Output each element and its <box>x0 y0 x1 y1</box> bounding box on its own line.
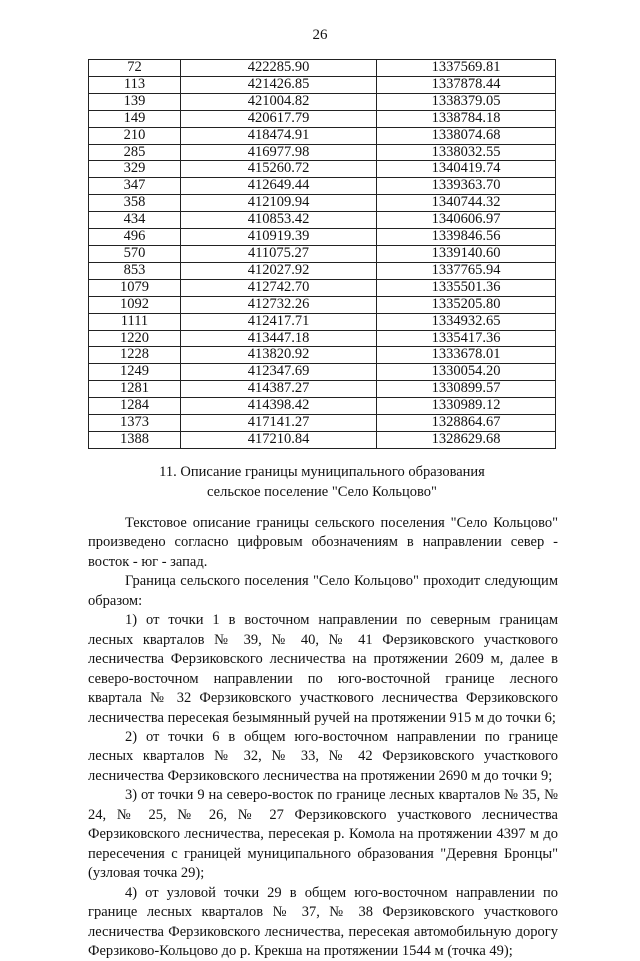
table-row <box>89 212 556 229</box>
heading-line-1: 11. Описание границы муниципального образования <box>159 464 485 480</box>
coordinates-table <box>88 59 556 449</box>
y-coordinate-cell: 1333678.01 <box>377 347 556 364</box>
point-number-cell: 496 <box>89 229 181 246</box>
table-row <box>89 313 556 330</box>
y-coordinate-cell: 1335205.80 <box>377 296 556 313</box>
heading-line-2: сельское поселение "Село Кольцово" <box>207 484 437 500</box>
point-number-cell: 1388 <box>89 431 181 448</box>
point-number-cell: 1249 <box>89 364 181 381</box>
y-coordinate-cell: 1330054.20 <box>377 364 556 381</box>
point-number-cell: 1228 <box>89 347 181 364</box>
point-number-cell: 1092 <box>89 296 181 313</box>
point-number-cell: 1373 <box>89 415 181 432</box>
point-number-cell: 1111 <box>89 313 181 330</box>
point-number-cell: 434 <box>89 212 181 229</box>
table-row <box>89 415 556 432</box>
x-coordinate-cell: 415260.72 <box>181 161 377 178</box>
table-row <box>89 245 556 262</box>
y-coordinate-cell: 1339363.70 <box>377 178 556 195</box>
paragraph: 1) от точки 1 в восточном направлении по северным границам лесных кварталов № 39, № 40, № 41 Ферзиковского участкового лесничества Ферзиковского лесничества на протяжении 2609 м, далее в северо-восточном направлении по юго-восточной границе лесного квартала № 32 Ферзиковского участкового лесничества Ферзиковского лесничества пересекая безымянный ручей на протяжении 915 м до точки 6; <box>88 612 558 726</box>
table-row <box>89 364 556 381</box>
x-coordinate-cell: 413820.92 <box>181 347 377 364</box>
x-coordinate-cell: 412109.94 <box>181 195 377 212</box>
y-coordinate-cell: 1328629.68 <box>377 431 556 448</box>
x-coordinate-cell: 414387.27 <box>181 381 377 398</box>
table-row <box>89 296 556 313</box>
x-coordinate-cell: 412742.70 <box>181 279 377 296</box>
table-row <box>89 60 556 77</box>
x-coordinate-cell: 412649.44 <box>181 178 377 195</box>
x-coordinate-cell: 412027.92 <box>181 262 377 279</box>
point-number-cell: 570 <box>89 245 181 262</box>
table-row <box>89 347 556 364</box>
x-coordinate-cell: 411075.27 <box>181 245 377 262</box>
table-row <box>89 127 556 144</box>
y-coordinate-cell: 1338784.18 <box>377 110 556 127</box>
y-coordinate-cell: 1330899.57 <box>377 381 556 398</box>
y-coordinate-cell: 1337765.94 <box>377 262 556 279</box>
y-coordinate-cell: 1337569.81 <box>377 60 556 77</box>
paragraph: 4) от узловой точки 29 в общем юго-восточном направлении по границе лесных кварталов № 37, № 38 Ферзиковского участкового лесничества Ферзиковского лесничества, пересекая автомобильную дорогу Ферзиково-Кольцово до р. Крекша на протяжении 1544 м (точка 49); <box>88 884 558 959</box>
y-coordinate-cell: 1338032.55 <box>377 144 556 161</box>
x-coordinate-cell: 422285.90 <box>181 60 377 77</box>
table-row <box>89 76 556 93</box>
y-coordinate-cell: 1338074.68 <box>377 127 556 144</box>
y-coordinate-cell: 1340744.32 <box>377 195 556 212</box>
table-row <box>89 110 556 127</box>
x-coordinate-cell: 417210.84 <box>181 431 377 448</box>
y-coordinate-cell: 1335417.36 <box>377 330 556 347</box>
x-coordinate-cell: 412347.69 <box>181 364 377 381</box>
point-number-cell: 1281 <box>89 381 181 398</box>
y-coordinate-cell: 1337878.44 <box>377 76 556 93</box>
paragraph: 2) от точки 6 в общем юго-восточном направлении по границе лесных кварталов № 32, № 33, № 42 Ферзиковского участкового лесничества Ферзиковского лесничества на протяжении 2690 м до точки 9; <box>88 728 558 784</box>
x-coordinate-cell: 420617.79 <box>181 110 377 127</box>
point-number-cell: 853 <box>89 262 181 279</box>
point-number-cell: 1284 <box>89 398 181 415</box>
point-number-cell: 113 <box>89 76 181 93</box>
x-coordinate-cell: 421426.85 <box>181 76 377 93</box>
paragraph: 3) от точки 9 на северо-восток по границе лесных кварталов № 35, № 24, № 25, № 26, № 27 Ферзиковского участкового лесничества Ферзиковского лесничества, пересекая р. Комола на протяжении 4397 м до пересечения с границей муниципального образования "Деревня Бронцы" (узловая точка 29); <box>88 787 558 882</box>
y-coordinate-cell: 1338379.05 <box>377 93 556 110</box>
table-row <box>89 229 556 246</box>
x-coordinate-cell: 418474.91 <box>181 127 377 144</box>
x-coordinate-cell: 417141.27 <box>181 415 377 432</box>
point-number-cell: 1079 <box>89 279 181 296</box>
table-row <box>89 161 556 178</box>
x-coordinate-cell: 413447.18 <box>181 330 377 347</box>
point-number-cell: 329 <box>89 161 181 178</box>
point-number-cell: 149 <box>89 110 181 127</box>
y-coordinate-cell: 1339846.56 <box>377 229 556 246</box>
table-row <box>89 262 556 279</box>
table-row <box>89 330 556 347</box>
y-coordinate-cell: 1330989.12 <box>377 398 556 415</box>
table-row <box>89 178 556 195</box>
point-number-cell: 347 <box>89 178 181 195</box>
section-heading <box>88 462 556 502</box>
point-number-cell: 139 <box>89 93 181 110</box>
point-number-cell: 72 <box>89 60 181 77</box>
y-coordinate-cell: 1339140.60 <box>377 245 556 262</box>
table-row <box>89 398 556 415</box>
x-coordinate-cell: 421004.82 <box>181 93 377 110</box>
table-row <box>89 93 556 110</box>
y-coordinate-cell: 1340606.97 <box>377 212 556 229</box>
table-row <box>89 195 556 212</box>
table-row <box>89 144 556 161</box>
point-number-cell: 285 <box>89 144 181 161</box>
paragraph: Граница сельского поселения "Село Кольцово" проходит следующим образом: <box>88 573 558 609</box>
table-row <box>89 431 556 448</box>
x-coordinate-cell: 412417.71 <box>181 313 377 330</box>
point-number-cell: 358 <box>89 195 181 212</box>
x-coordinate-cell: 414398.42 <box>181 398 377 415</box>
y-coordinate-cell: 1335501.36 <box>377 279 556 296</box>
y-coordinate-cell: 1328864.67 <box>377 415 556 432</box>
table-row <box>89 279 556 296</box>
x-coordinate-cell: 410919.39 <box>181 229 377 246</box>
table-row <box>89 381 556 398</box>
y-coordinate-cell: 1334932.65 <box>377 313 556 330</box>
x-coordinate-cell: 412732.26 <box>181 296 377 313</box>
point-number-cell: 1220 <box>89 330 181 347</box>
x-coordinate-cell: 410853.42 <box>181 212 377 229</box>
section-body <box>88 514 558 961</box>
paragraph: Текстовое описание границы сельского поселения "Село Кольцово" произведено согласно цифровым обозначениям в направлении север - восток - юг - запад. <box>88 515 558 570</box>
x-coordinate-cell: 416977.98 <box>181 144 377 161</box>
point-number-cell: 210 <box>89 127 181 144</box>
page-number: 26 <box>312 27 328 43</box>
y-coordinate-cell: 1340419.74 <box>377 161 556 178</box>
